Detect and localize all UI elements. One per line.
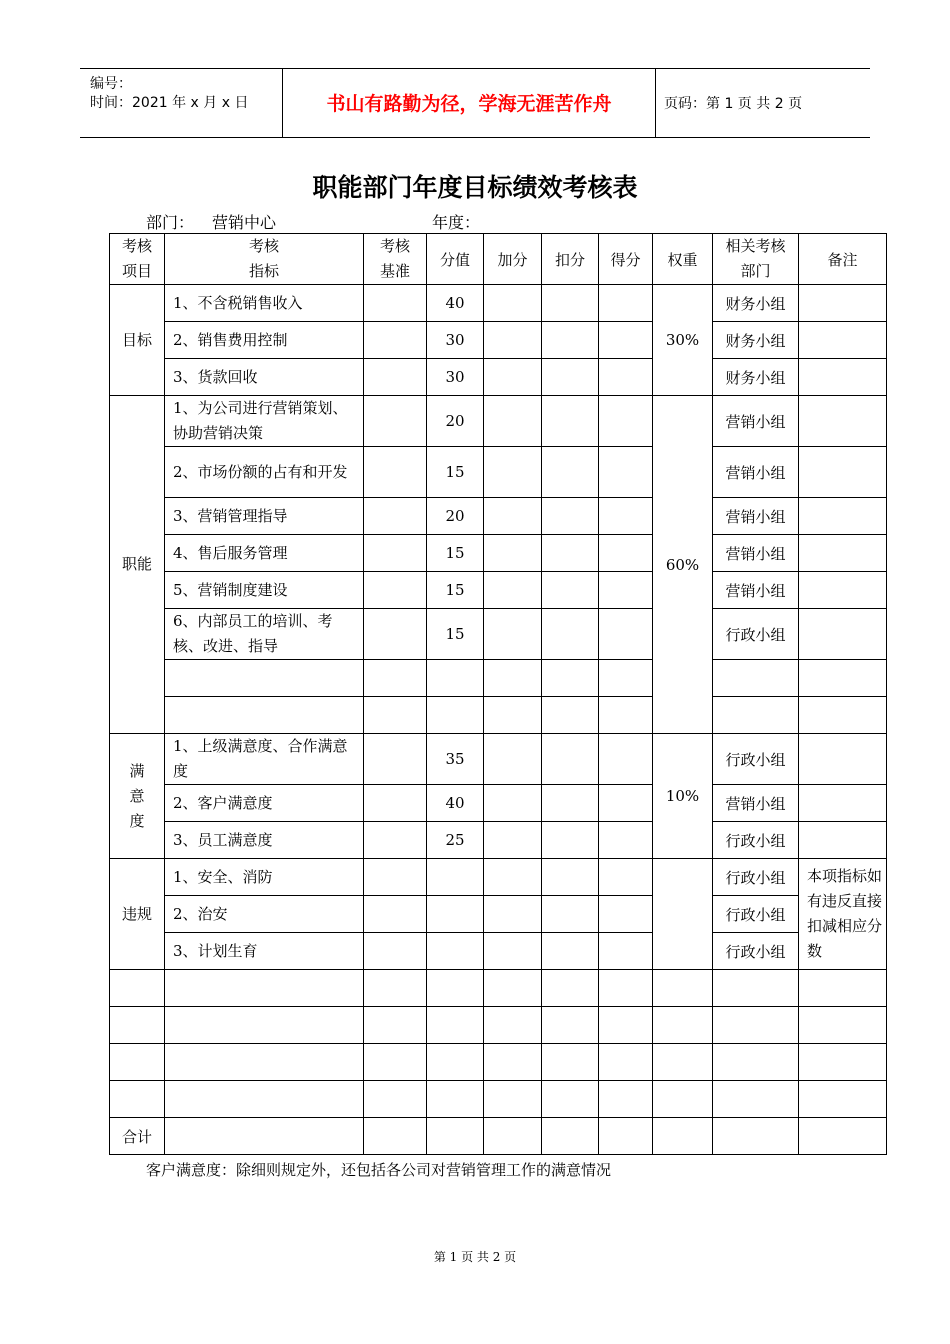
got-cell	[599, 822, 653, 859]
deduct-cell	[542, 609, 599, 660]
indicator-cell: 2、治安	[165, 896, 364, 933]
deduct-cell	[542, 535, 599, 572]
deduct-cell	[542, 322, 599, 359]
table-row	[110, 933, 887, 970]
add-cell	[484, 535, 542, 572]
table-row	[110, 896, 887, 933]
add-cell	[484, 896, 542, 933]
indicator-cell: 1、为公司进行营销策划、协助营销决策	[165, 396, 364, 447]
footnote: 客户满意度：除细则规定外，还包括各公司对营销管理工作的满意情况	[146, 1161, 612, 1179]
year-label: 年度：	[432, 213, 481, 232]
score-cell: 15	[427, 572, 484, 609]
basis-cell	[364, 609, 427, 660]
score-cell: 40	[427, 785, 484, 822]
header-indicator: 考核 指标	[165, 234, 364, 285]
score-cell: 40	[427, 285, 484, 322]
deduct-cell	[542, 396, 599, 447]
dept-cell: 营销小组	[713, 535, 799, 572]
number-label: 编号：	[90, 76, 132, 92]
indicator-cell: 2、市场份额的占有和开发	[165, 447, 364, 498]
header-motto: 书山有路勤为径，学海无涯苦作舟	[282, 69, 656, 137]
indicator-cell: 6、内部员工的培训、考核、改进、指导	[165, 609, 364, 660]
basis-cell	[364, 896, 427, 933]
got-cell	[599, 359, 653, 396]
dept-cell: 营销小组	[713, 572, 799, 609]
add-cell	[484, 498, 542, 535]
deduct-cell	[542, 933, 599, 970]
add-cell	[484, 785, 542, 822]
basis-cell	[364, 535, 427, 572]
got-cell	[599, 734, 653, 785]
empty-row	[110, 1044, 887, 1081]
header-dept: 相关考核 部门	[713, 234, 799, 285]
score-cell: 30	[427, 322, 484, 359]
table-row	[110, 609, 887, 660]
weight-goal: 30%	[653, 285, 713, 396]
add-cell	[484, 609, 542, 660]
got-cell	[599, 572, 653, 609]
table-row	[110, 572, 887, 609]
remark-cell	[799, 396, 887, 447]
empty-row	[110, 697, 887, 734]
add-cell	[484, 734, 542, 785]
dept-cell: 营销小组	[713, 498, 799, 535]
got-cell	[599, 785, 653, 822]
indicator-cell: 2、销售费用控制	[165, 322, 364, 359]
basis-cell	[364, 734, 427, 785]
remark-cell	[799, 285, 887, 322]
add-cell	[484, 447, 542, 498]
dept-cell: 营销小组	[713, 447, 799, 498]
score-cell: 20	[427, 396, 484, 447]
dept-cell: 行政小组	[713, 609, 799, 660]
dept-cell: 行政小组	[713, 933, 799, 970]
violation-remark: 本项指标如有违反直接扣减相应分数	[799, 859, 887, 970]
got-cell	[599, 859, 653, 896]
remark-cell	[799, 609, 887, 660]
remark-cell	[799, 498, 887, 535]
basis-cell	[364, 933, 427, 970]
basis-cell	[364, 859, 427, 896]
score-cell: 15	[427, 447, 484, 498]
got-cell	[599, 609, 653, 660]
basis-cell	[364, 359, 427, 396]
got-cell	[599, 447, 653, 498]
add-cell	[484, 822, 542, 859]
remark-cell	[799, 535, 887, 572]
score-cell: 30	[427, 359, 484, 396]
score-cell: 20	[427, 498, 484, 535]
deduct-cell	[542, 859, 599, 896]
dept-cell: 营销小组	[713, 396, 799, 447]
indicator-cell: 3、员工满意度	[165, 822, 364, 859]
page-footer: 第 1 页 共 2 页	[433, 1250, 517, 1264]
indicator-cell: 2、客户满意度	[165, 785, 364, 822]
add-cell	[484, 359, 542, 396]
table-row	[110, 859, 887, 896]
remark-cell	[799, 734, 887, 785]
dept-label: 部门：	[146, 213, 195, 232]
table-row	[110, 535, 887, 572]
header-score: 分值	[427, 234, 484, 285]
basis-cell	[364, 498, 427, 535]
deduct-cell	[542, 498, 599, 535]
indicator-cell: 1、不含税销售收入	[165, 285, 364, 322]
got-cell	[599, 896, 653, 933]
table-row	[110, 447, 887, 498]
weight-satisfaction: 10%	[653, 734, 713, 859]
dept-value: 营销中心	[212, 213, 277, 232]
add-cell	[484, 322, 542, 359]
empty-row	[110, 970, 887, 1007]
got-cell	[599, 535, 653, 572]
indicator-cell: 3、货款回收	[165, 359, 364, 396]
deduct-cell	[542, 572, 599, 609]
score-cell: 15	[427, 609, 484, 660]
indicator-cell: 1、安全、消防	[165, 859, 364, 896]
basis-cell	[364, 285, 427, 322]
remark-cell	[799, 322, 887, 359]
dept-cell: 财务小组	[713, 322, 799, 359]
dept-cell: 营销小组	[713, 785, 799, 822]
add-cell	[484, 396, 542, 447]
header-remark: 备注	[799, 234, 887, 285]
remark-cell	[799, 447, 887, 498]
table-row	[110, 785, 887, 822]
dept-cell: 行政小组	[713, 822, 799, 859]
deduct-cell	[542, 447, 599, 498]
deduct-cell	[542, 359, 599, 396]
indicator-cell: 1、上级满意度、合作满意度	[165, 734, 364, 785]
indicator-cell: 3、计划生育	[165, 933, 364, 970]
header-meta	[80, 69, 282, 137]
basis-cell	[364, 572, 427, 609]
empty-row	[110, 660, 887, 697]
empty-row	[110, 1007, 887, 1044]
got-cell	[599, 396, 653, 447]
deduct-cell	[542, 785, 599, 822]
weight-violation	[653, 859, 713, 970]
table-row	[110, 322, 887, 359]
dept-cell: 行政小组	[713, 734, 799, 785]
add-cell	[484, 933, 542, 970]
dept-cell: 行政小组	[713, 896, 799, 933]
score-cell: 35	[427, 734, 484, 785]
score-cell	[427, 859, 484, 896]
score-cell	[427, 896, 484, 933]
remark-cell	[799, 359, 887, 396]
deduct-cell	[542, 822, 599, 859]
empty-row	[110, 1081, 887, 1118]
dept-cell: 财务小组	[713, 285, 799, 322]
group-goal: 目标	[110, 285, 165, 396]
header-item: 考核 项目	[110, 234, 165, 285]
deduct-cell	[542, 285, 599, 322]
got-cell	[599, 933, 653, 970]
header-deduct: 扣分	[542, 234, 599, 285]
header-got: 得分	[599, 234, 653, 285]
indicator-cell: 3、营销管理指导	[165, 498, 364, 535]
document-header	[80, 68, 870, 138]
remark-cell	[799, 822, 887, 859]
deduct-cell	[542, 896, 599, 933]
time-label: 时间：2021 年 x 月 x 日	[90, 95, 249, 111]
table-header-row	[110, 234, 887, 285]
indicator-cell: 5、营销制度建设	[165, 572, 364, 609]
got-cell	[599, 322, 653, 359]
indicator-cell: 4、售后服务管理	[165, 535, 364, 572]
group-function: 职能	[110, 396, 165, 734]
table-row	[110, 822, 887, 859]
add-cell	[484, 859, 542, 896]
assessment-table	[109, 233, 887, 1155]
add-cell	[484, 285, 542, 322]
deduct-cell	[542, 734, 599, 785]
got-cell	[599, 285, 653, 322]
header-page-info: 页码：第 1 页 共 2 页	[664, 96, 803, 112]
header-weight: 权重	[653, 234, 713, 285]
basis-cell	[364, 447, 427, 498]
document-title: 职能部门年度目标绩效考核表	[312, 173, 638, 202]
got-cell	[599, 498, 653, 535]
table-row	[110, 285, 887, 322]
score-cell: 25	[427, 822, 484, 859]
add-cell	[484, 572, 542, 609]
header-basis: 考核 基准	[364, 234, 427, 285]
score-cell	[427, 933, 484, 970]
basis-cell	[364, 396, 427, 447]
table-row	[110, 498, 887, 535]
table-row	[110, 396, 887, 447]
remark-cell	[799, 785, 887, 822]
dept-cell: 行政小组	[713, 859, 799, 896]
header-add: 加分	[484, 234, 542, 285]
table-row	[110, 359, 887, 396]
score-cell: 15	[427, 535, 484, 572]
remark-cell	[799, 572, 887, 609]
group-satisfaction: 满 意 度	[110, 734, 165, 859]
group-violation: 违规	[110, 859, 165, 970]
table-row	[110, 734, 887, 785]
total-row	[110, 1118, 887, 1155]
basis-cell	[364, 822, 427, 859]
weight-function: 60%	[653, 396, 713, 734]
basis-cell	[364, 322, 427, 359]
basis-cell	[364, 785, 427, 822]
total-label: 合计	[110, 1118, 165, 1155]
dept-cell: 财务小组	[713, 359, 799, 396]
